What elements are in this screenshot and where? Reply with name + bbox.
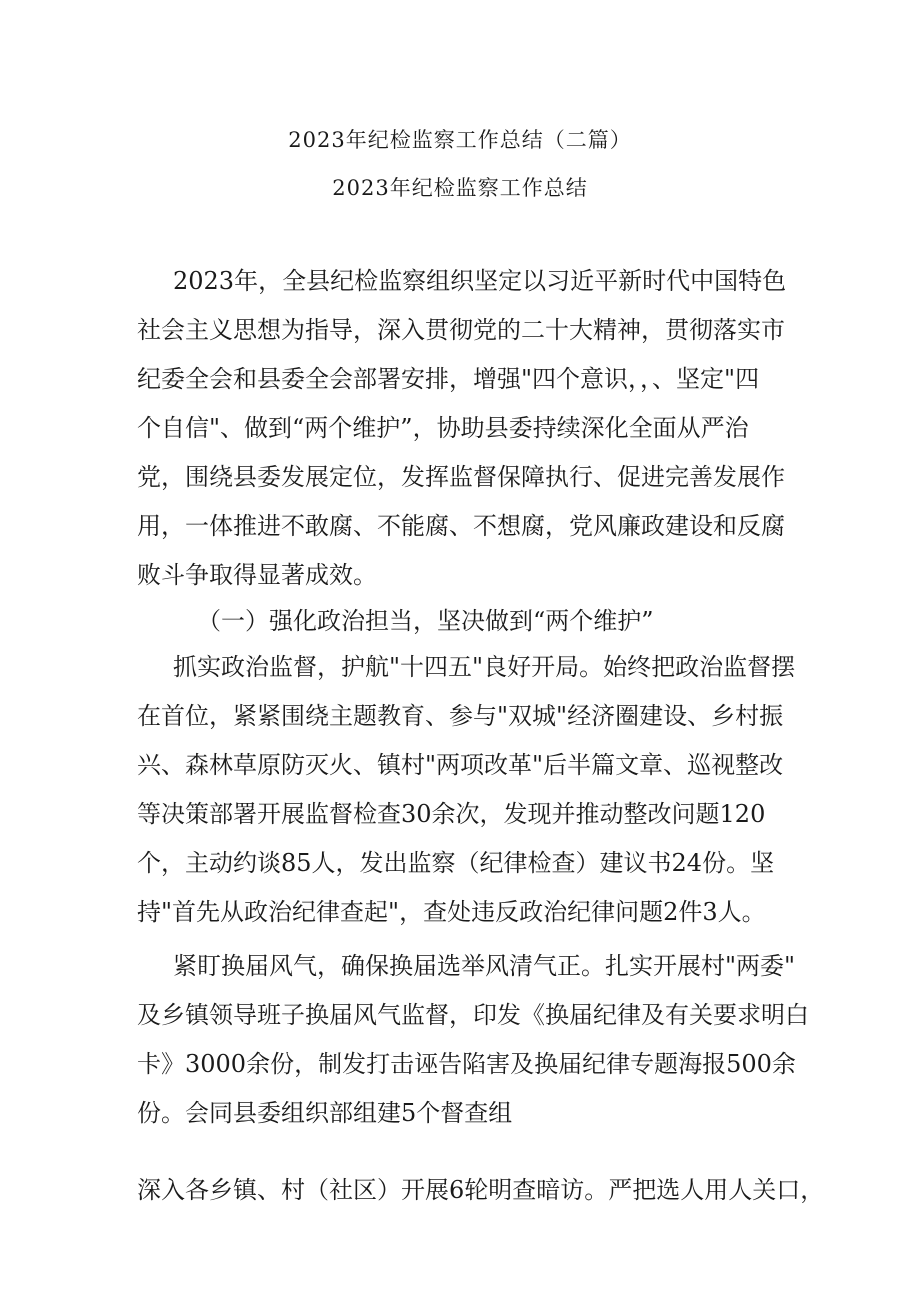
paragraph-line: 深入各乡镇、村（社区）开展6轮明查暗访。严把选人用人关口，	[137, 1176, 825, 1204]
paragraph-line: 及乡镇领导班子换届风气监督，印发《换届纪律及有关要求明白	[137, 1001, 809, 1029]
paragraph-line: 持"首先从政治纪律查起"，查处违反政治纪律问题2件3人。	[137, 898, 766, 926]
document-subtitle: 2023年纪检监察工作总结	[332, 176, 588, 200]
paragraph-line: 份。会同县委组织部组建5个督查组	[137, 1099, 513, 1127]
paragraph-line: 2023年，全县纪检监察组织坚定以习近平新时代中国特色	[173, 267, 787, 295]
document-title: 2023年纪检监察工作总结（二篇）	[288, 128, 632, 152]
paragraph-line: 个，主动约谈85人，发出监察（纪律检查）建议书24份。坚	[137, 849, 775, 877]
paragraph-line: 卡》3000余份，制发打击诬告陷害及换届纪律专题海报500余	[137, 1050, 796, 1078]
paragraph-line: 纪委全会和县委全会部署安排，增强"四个意识，，、坚定"四	[137, 365, 760, 393]
section-heading: （一）强化政治担当，坚决做到“两个维护”	[197, 607, 654, 635]
paragraph-line: 败斗争取得显著成效。	[137, 561, 377, 589]
paragraph-line: 紧盯换届风气，确保换届选举风清气正。扎实开展村"两委"	[173, 952, 796, 980]
paragraph-line: 党，围绕县委发展定位，发挥监督保障执行、促进完善发展作	[137, 463, 785, 491]
paragraph-line: 在首位，紧紧围绕主题教育、参与"双城"经济圈建设、乡村振	[137, 702, 784, 730]
paragraph-line: 抓实政治监督，护航"十四五"良好开局。始终把政治监督摆	[173, 653, 796, 681]
paragraph-line: 个自信"、做到“两个维护”，协助县委持续深化全面从严治	[137, 414, 749, 442]
paragraph-line: 兴、森林草原防灭火、镇村"两项改革"后半篇文章、巡视整改	[137, 751, 784, 779]
paragraph-line: 用，一体推进不敢腐、不能腐、不想腐，党风廉政建设和反腐	[137, 512, 785, 540]
paragraph-line: 社会主义思想为指导，深入贯彻党的二十大精神，贯彻落实市	[137, 316, 785, 344]
paragraph-line: 等决策部署开展监督检查30余次，发现并推动整改问题120	[137, 800, 766, 828]
